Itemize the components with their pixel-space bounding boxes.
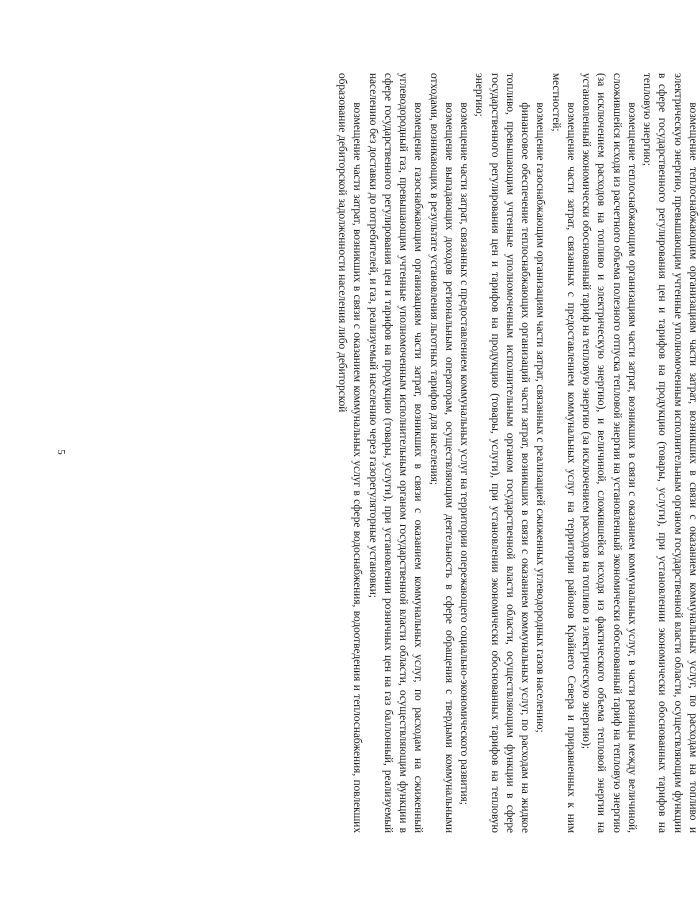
- paragraph-4: возмещение газоснабжающим организациям части затрат, связанных с реализацией сжиженных углеводородных газов населению;: [534, 102, 547, 733]
- paragraph-8: возмещение газоснабжающим организациям части затрат, возникших в связи с оказанием коммунальных услуг, по расходам на сжиженный углеводородный газ, превышающим учтенные уполномоченным исполнительным органом государственной власти области, осуществляющим функции в сфере государственного регулирования цен и тарифов на продукцию (товары, услуги), при установлении розничных цен на газ баллонный, реализуемый населению без доставки до потребителей, и газ, реализуемый населению через газорегуляторные установки;: [366, 73, 425, 833]
- paragraph-6: возмещение части затрат, связанных с предоставлением коммунальных услуг на территории опережающего социально-экономического развития;: [458, 102, 471, 805]
- body-text: [334, 73, 700, 833]
- paragraph-5: финансовое обеспечение теплоснабжающих организаций части затрат, возникших в связи с оказанием коммунальных услуг, по расходам на жидкое топливо, превышающим учтенные уполномоченным исполнительным органом государственной власти области, осуществляющим функции в сфере государственного регулирования цен и тарифов на продукцию (товары, услуги), при установлении экономически обоснованных тарифов на тепловую энергию;: [473, 73, 532, 833]
- paragraph-3: возмещение части затрат, связанных с предоставлением коммунальных услуг на территории районов Крайнего Севера и приравненных к ним местностей;: [549, 73, 577, 833]
- page-number: 5: [54, 449, 67, 455]
- rotated-text-block: [220, 73, 700, 833]
- paragraph-9: возмещение части затрат, возникших в связи с оказанием коммунальных услуг в сфере водоснабжения, водоотведения и теплоснабжения, повлекших образование дебиторской задолженности населения либо дебиторской: [336, 73, 364, 833]
- paragraph-7: возмещение выпадающих доходов региональным операторам, осуществляющим деятельность в сфере обращения с твердыми коммунальными отходами, возникающих в результате установления льготных тарифов для населения;: [427, 73, 455, 833]
- paragraph-1: возмещение теплоснабжающим организациям части затрат, возникших в связи с оказанием коммунальных услуг, по расходам на топливо и электрическую энергию, превышающим учтенные уполномоченным исполнительным органом государственной власти области, осуществляющим функции в сфере государственного регулирования цен и тарифов на продукцию (товары, услуги), при установлении экономически обоснованных тарифов на тепловую энергию;: [641, 73, 699, 833]
- paragraph-2: возмещение теплоснабжающим организациям части затрат, возникших в связи с оказанием коммунальных услуг, в части разницы между величиной, сложившейся исходя из расчетного объема полезного отпуска тепловой энергии на установленный экономически обоснованный тариф на тепловую энергию (за исключением расходов на топливо и электрическую энергию), и величиной, сложившейся исходя из фактического объема тепловой энергии на установленный экономически обоснованный тариф на тепловую энергию (за исключением расходов на топливо и электрическую энергию);: [580, 73, 638, 833]
